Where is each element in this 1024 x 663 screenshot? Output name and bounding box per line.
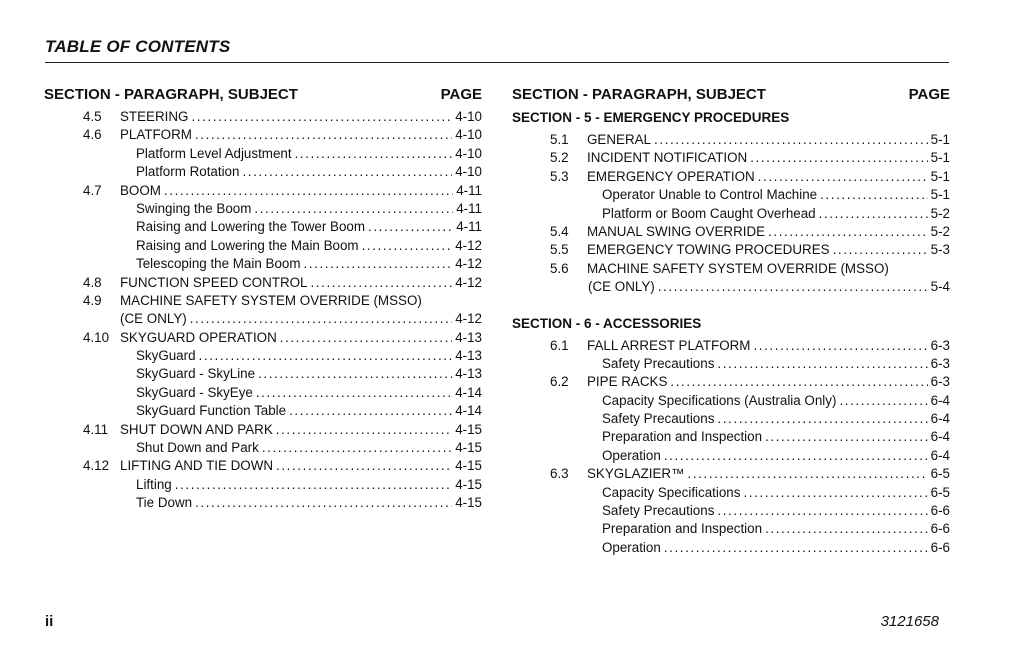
toc-dot-leader bbox=[368, 218, 453, 236]
toc-entry[interactable] bbox=[44, 476, 482, 494]
toc-entry[interactable] bbox=[44, 182, 482, 200]
toc-entry-title: EMERGENCY OPERATION bbox=[587, 168, 755, 184]
toc-entry-page: 6-6 bbox=[930, 521, 950, 537]
toc-dot-leader bbox=[750, 149, 927, 167]
toc-entry-title: EMERGENCY TOWING PROCEDURES bbox=[587, 242, 830, 258]
toc-right-column bbox=[512, 84, 950, 557]
toc-entry-number: 5.5 bbox=[550, 242, 569, 258]
toc-entry-number: 4.10 bbox=[83, 329, 110, 345]
toc-dot-leader bbox=[362, 237, 453, 255]
toc-entry-title: MACHINE SAFETY SYSTEM OVERRIDE (MSSO) bbox=[587, 260, 889, 276]
toc-dot-leader bbox=[753, 337, 927, 355]
toc-entry[interactable] bbox=[512, 205, 950, 223]
toc-dot-leader bbox=[195, 494, 452, 512]
toc-dot-leader bbox=[654, 131, 928, 149]
toc-entry-page: 5-2 bbox=[930, 223, 950, 239]
toc-entry-title: SHUT DOWN AND PARK bbox=[120, 421, 273, 437]
toc-entry[interactable] bbox=[44, 274, 482, 292]
toc-entry[interactable] bbox=[512, 131, 950, 149]
page-number: ii bbox=[45, 613, 54, 630]
toc-dot-leader bbox=[758, 168, 928, 186]
toc-entry-title: SkyGuard - SkyLine bbox=[136, 366, 256, 382]
column-header bbox=[512, 84, 950, 106]
toc-entry-title: Raising and Lowering the Main Boom bbox=[136, 237, 359, 253]
toc-entry[interactable] bbox=[44, 163, 482, 181]
toc-dot-leader bbox=[310, 274, 452, 292]
toc-entry-number: 5.2 bbox=[550, 150, 569, 166]
toc-entry-page: 4-15 bbox=[455, 476, 482, 492]
toc-entry-page: 4-13 bbox=[455, 348, 482, 364]
toc-dot-leader bbox=[765, 428, 928, 446]
toc-dot-leader bbox=[717, 355, 927, 373]
toc-entry[interactable] bbox=[44, 365, 482, 383]
toc-entry-title: STEERING bbox=[120, 109, 189, 124]
toc-entry-title: Preparation and Inspection bbox=[602, 521, 763, 537]
toc-dot-leader bbox=[242, 163, 452, 181]
toc-entry-page: 4-10 bbox=[455, 127, 482, 143]
toc-entry-page: 4-10 bbox=[455, 109, 482, 124]
toc-entry-title: Shut Down and Park bbox=[136, 440, 259, 456]
toc-entry-title: Lifting bbox=[136, 476, 172, 492]
toc-entry-page: 4-15 bbox=[455, 458, 482, 474]
toc-entry[interactable] bbox=[44, 255, 482, 273]
toc-entry[interactable] bbox=[512, 241, 950, 259]
toc-entry-page: 6-6 bbox=[930, 539, 950, 555]
toc-left-column bbox=[44, 84, 482, 513]
toc-entry[interactable] bbox=[512, 392, 950, 410]
toc-dot-leader bbox=[195, 126, 452, 144]
toc-entry-title: SkyGuard - SkyEye bbox=[136, 384, 253, 400]
page-title: TABLE OF CONTENTS bbox=[45, 37, 231, 56]
toc-entry-page: 6-4 bbox=[930, 411, 950, 427]
toc-entry-title: Raising and Lowering the Tower Boom bbox=[136, 219, 366, 235]
toc-entry-page: 4-12 bbox=[455, 256, 482, 272]
toc-entry-title: SkyGuard Function Table bbox=[136, 403, 287, 419]
toc-entry-number: 4.9 bbox=[83, 292, 102, 308]
toc-dot-leader bbox=[295, 145, 453, 163]
toc-entry-page: 4-11 bbox=[456, 219, 482, 235]
toc-entry[interactable] bbox=[512, 520, 950, 538]
toc-entry-title: PLATFORM bbox=[120, 127, 192, 143]
toc-entry-page: 4-10 bbox=[455, 145, 482, 161]
toc-entry-number: 4.5 bbox=[83, 109, 102, 124]
toc-entry-title: Tie Down bbox=[136, 495, 193, 511]
toc-list bbox=[512, 131, 950, 297]
toc-entry-page: 6-4 bbox=[930, 392, 950, 408]
toc-entry[interactable] bbox=[512, 260, 950, 278]
toc-dot-leader bbox=[833, 241, 928, 259]
toc-entry-title: LIFTING AND TIE DOWN bbox=[120, 458, 274, 474]
toc-entry-number: 4.12 bbox=[83, 458, 110, 474]
toc-entry-page: 6-3 bbox=[930, 355, 950, 371]
toc-entry-title: Operation bbox=[602, 539, 661, 555]
heading-divider bbox=[45, 62, 949, 63]
toc-entry[interactable] bbox=[512, 539, 950, 557]
toc-entry-page: 4-11 bbox=[456, 200, 482, 216]
toc-dot-leader bbox=[254, 200, 453, 218]
toc-entry[interactable] bbox=[44, 126, 482, 144]
toc-entry[interactable] bbox=[512, 484, 950, 502]
toc-entry[interactable] bbox=[44, 494, 482, 512]
toc-entry[interactable] bbox=[44, 108, 482, 126]
toc-entry-page: 5-4 bbox=[930, 279, 950, 295]
toc-entry[interactable] bbox=[44, 384, 482, 402]
toc-entry[interactable] bbox=[512, 337, 950, 355]
toc-entry-number: 5.3 bbox=[550, 168, 569, 184]
toc-entry-title: Swinging the Boom bbox=[136, 200, 252, 216]
toc-entry-title: MACHINE SAFETY SYSTEM OVERRIDE (MSSO) bbox=[120, 292, 422, 308]
toc-dot-leader bbox=[820, 186, 928, 204]
toc-entry-title: BOOM bbox=[120, 182, 161, 198]
toc-entry-page: 6-6 bbox=[930, 503, 950, 519]
toc-entry-page: 4-13 bbox=[455, 329, 482, 345]
toc-entry-title: Operation bbox=[602, 447, 661, 463]
toc-entry[interactable] bbox=[44, 347, 482, 365]
toc-dot-leader bbox=[276, 421, 452, 439]
toc-dot-leader bbox=[199, 347, 453, 365]
toc-entry-title: SKYGLAZIER™ bbox=[587, 466, 685, 482]
section-6-title: SECTION - 6 - ACCESSORIES bbox=[512, 315, 702, 331]
toc-entry[interactable] bbox=[512, 149, 950, 167]
toc-entry-title: Platform Rotation bbox=[136, 164, 240, 180]
toc-entry-title: FUNCTION SPEED CONTROL bbox=[120, 274, 308, 290]
toc-list bbox=[512, 337, 950, 558]
toc-entry[interactable] bbox=[512, 168, 950, 186]
toc-dot-leader bbox=[743, 484, 927, 502]
toc-entry-title: Platform Level Adjustment bbox=[136, 145, 292, 161]
toc-dot-leader bbox=[670, 373, 927, 391]
toc-dot-leader bbox=[839, 392, 927, 410]
toc-dot-leader bbox=[304, 255, 453, 273]
toc-entry-page: 4-14 bbox=[455, 403, 482, 419]
toc-entry[interactable] bbox=[512, 410, 950, 428]
toc-entry-title: (CE ONLY) bbox=[588, 279, 655, 295]
toc-dot-leader bbox=[717, 502, 927, 520]
column-header-page: PAGE bbox=[908, 86, 950, 103]
toc-dot-leader bbox=[664, 447, 928, 465]
toc-dot-leader bbox=[664, 539, 928, 557]
toc-entry-title: INCIDENT NOTIFICATION bbox=[587, 150, 748, 166]
toc-entry-page: 4-15 bbox=[455, 440, 482, 456]
toc-entry-number: 4.6 bbox=[83, 127, 102, 143]
toc-entry[interactable] bbox=[512, 278, 950, 296]
toc-entry-title: SKYGUARD OPERATION bbox=[120, 329, 277, 345]
toc-entry-title: FALL ARREST PLATFORM bbox=[587, 337, 751, 353]
toc-entry[interactable] bbox=[512, 186, 950, 204]
toc-entry[interactable] bbox=[44, 439, 482, 457]
toc-entry-number: 6.2 bbox=[550, 374, 569, 390]
toc-entry-number: 5.6 bbox=[550, 260, 569, 276]
toc-entry-title: Safety Precautions bbox=[602, 503, 715, 519]
toc-entry-page: 6-5 bbox=[930, 466, 950, 482]
toc-entry-title: Preparation and Inspection bbox=[602, 429, 763, 445]
toc-dot-leader bbox=[190, 310, 452, 328]
toc-entry-title: Platform or Boom Caught Overhead bbox=[602, 205, 816, 221]
toc-entry[interactable] bbox=[44, 402, 482, 420]
toc-entry-page: 4-15 bbox=[455, 495, 482, 511]
toc-entry-number: 6.1 bbox=[550, 337, 569, 353]
toc-dot-leader bbox=[768, 223, 928, 241]
toc-entry-page: 6-5 bbox=[930, 484, 950, 500]
toc-entry[interactable] bbox=[512, 502, 950, 520]
toc-entry-number: 4.11 bbox=[83, 421, 109, 437]
toc-entry-number: 6.3 bbox=[550, 466, 569, 482]
toc-dot-leader bbox=[256, 384, 452, 402]
toc-entry-title: Telescoping the Main Boom bbox=[136, 256, 301, 272]
toc-entry-number: 4.8 bbox=[83, 274, 102, 290]
toc-entry-title: Safety Precautions bbox=[602, 355, 715, 371]
column-header-page: PAGE bbox=[440, 86, 482, 103]
toc-entry[interactable] bbox=[44, 310, 482, 328]
toc-entry[interactable] bbox=[512, 428, 950, 446]
toc-dot-leader bbox=[262, 439, 452, 457]
toc-entry-title: (CE ONLY) bbox=[120, 311, 187, 327]
toc-list bbox=[44, 108, 482, 513]
toc-entry-page: 5-1 bbox=[930, 168, 950, 184]
toc-entry-page: 5-1 bbox=[930, 150, 950, 166]
toc-entry-page: 4-11 bbox=[456, 182, 482, 198]
toc-entry-title: Operator Unable to Control Machine bbox=[602, 187, 818, 203]
toc-entry[interactable] bbox=[44, 292, 482, 310]
column-header-subject: SECTION - PARAGRAPH, SUBJECT bbox=[512, 86, 766, 103]
toc-entry[interactable] bbox=[44, 200, 482, 218]
toc-entry-page: 4-12 bbox=[455, 274, 482, 290]
toc-dot-leader bbox=[658, 278, 928, 296]
toc-dot-leader bbox=[276, 457, 452, 475]
toc-entry-page: 6-4 bbox=[930, 447, 950, 463]
toc-dot-leader bbox=[765, 520, 928, 538]
toc-entry-page: 4-12 bbox=[455, 311, 482, 327]
toc-entry-page: 5-2 bbox=[930, 205, 950, 221]
column-header-subject: SECTION - PARAGRAPH, SUBJECT bbox=[44, 86, 298, 103]
toc-entry-page: 5-1 bbox=[930, 132, 950, 147]
toc-entry[interactable] bbox=[512, 447, 950, 465]
document-number: 3121658 bbox=[880, 613, 939, 630]
toc-dot-leader bbox=[175, 476, 452, 494]
toc-dot-leader bbox=[280, 329, 452, 347]
toc-entry[interactable] bbox=[44, 457, 482, 475]
toc-dot-leader bbox=[191, 108, 452, 126]
toc-entry[interactable] bbox=[512, 465, 950, 483]
toc-entry-number: 4.7 bbox=[83, 182, 102, 198]
toc-entry-page: 4-10 bbox=[455, 164, 482, 180]
toc-entry-page: 5-3 bbox=[930, 242, 950, 258]
toc-dot-leader bbox=[258, 365, 452, 383]
toc-entry-number: 5.1 bbox=[550, 132, 569, 147]
toc-entry-number: 5.4 bbox=[550, 223, 569, 239]
toc-entry[interactable] bbox=[512, 223, 950, 241]
toc-entry[interactable] bbox=[512, 373, 950, 391]
toc-entry-title: SkyGuard bbox=[136, 348, 196, 364]
toc-entry-page: 4-14 bbox=[455, 384, 482, 400]
toc-dot-leader bbox=[164, 182, 453, 200]
toc-entry[interactable] bbox=[44, 237, 482, 255]
column-header bbox=[44, 84, 482, 106]
toc-entry[interactable] bbox=[44, 421, 482, 439]
toc-entry[interactable] bbox=[44, 145, 482, 163]
toc-entry-page: 5-1 bbox=[930, 187, 950, 203]
toc-entry[interactable] bbox=[44, 218, 482, 236]
toc-entry-page: 4-12 bbox=[455, 237, 482, 253]
toc-dot-leader bbox=[289, 402, 452, 420]
toc-entry-page: 6-3 bbox=[930, 337, 950, 353]
section-5-title: SECTION - 5 - EMERGENCY PROCEDURES bbox=[512, 110, 790, 125]
toc-entry-title: Capacity Specifications (Australia Only) bbox=[602, 392, 837, 408]
toc-entry-page: 4-13 bbox=[455, 366, 482, 382]
toc-entry-title: GENERAL bbox=[587, 132, 651, 147]
toc-entry-title: Capacity Specifications bbox=[602, 484, 741, 500]
toc-entry-title: MANUAL SWING OVERRIDE bbox=[587, 223, 766, 239]
toc-entry-page: 6-3 bbox=[930, 374, 950, 390]
toc-dot-leader bbox=[687, 465, 927, 483]
toc-entry[interactable] bbox=[512, 355, 950, 373]
toc-entry[interactable] bbox=[44, 329, 482, 347]
toc-entry-title: Safety Precautions bbox=[602, 411, 715, 427]
toc-dot-leader bbox=[717, 410, 927, 428]
toc-entry-page: 4-15 bbox=[455, 421, 482, 437]
toc-entry-page: 6-4 bbox=[930, 429, 950, 445]
toc-dot-leader bbox=[819, 205, 928, 223]
toc-entry-title: PIPE RACKS bbox=[587, 374, 668, 390]
